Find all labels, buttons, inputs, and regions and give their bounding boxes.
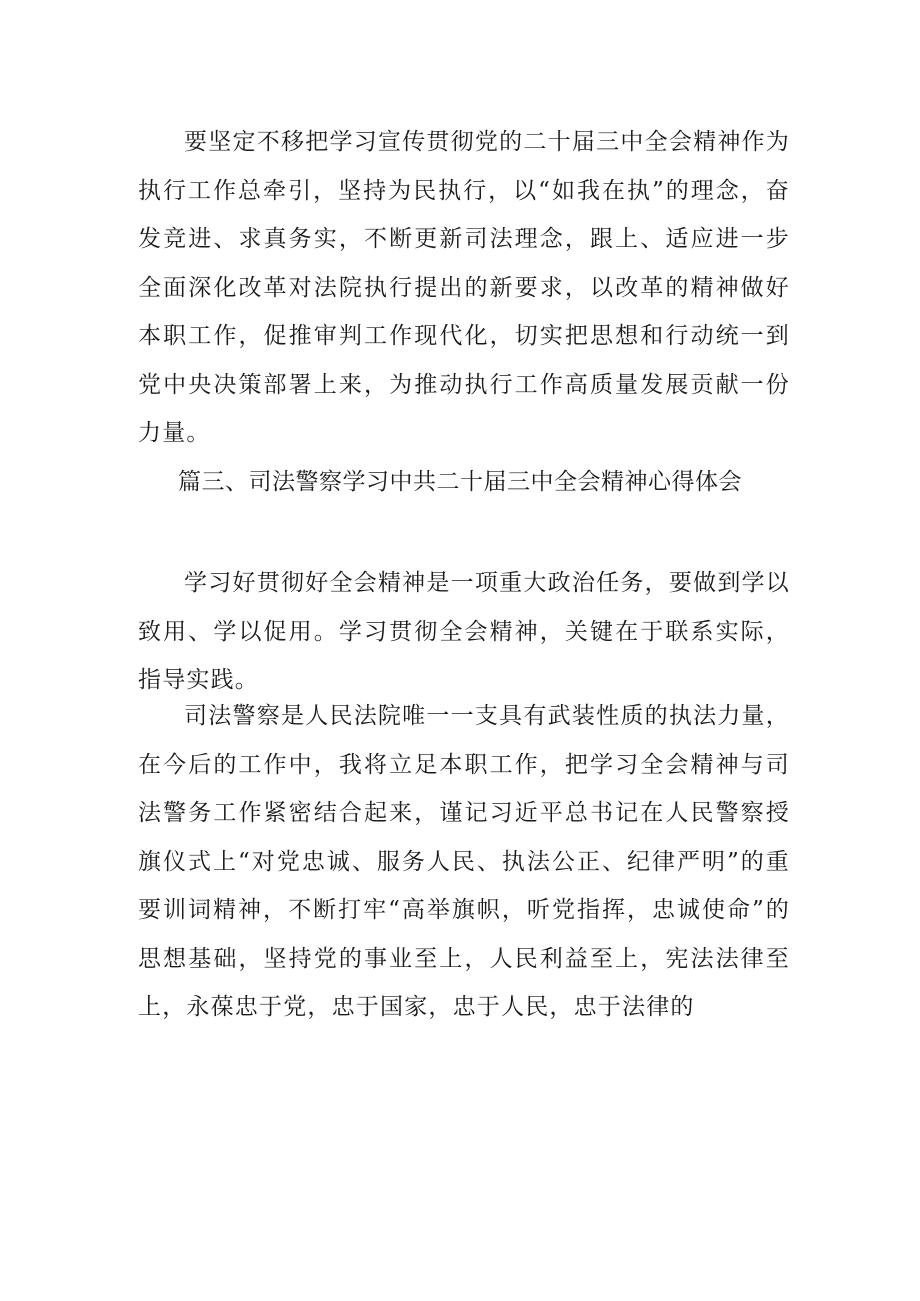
body-paragraph-1: 要坚定不移把学习宣传贯彻党的二十届三中全会精神作为执行工作总牵引，坚持为民执行，以“如我在执”的理念，奋发竞进、求真务实，不断更新司法理念，跟上、适应进一步全面深化改革对法院执行提出的新要求，以改革的精神做好本职工作，促推审判工作现代化，切实把思想和行动统一到党中央决策部署上来，为推动执行工作高质量发展贡献一份力量。 (138, 129, 790, 446)
body-paragraph-3: 司法警察是人民法院唯一一支具有武装性质的执法力量，在今后的工作中，我将立足本职工作，把学习全会精神与司法警务工作紧密结合起来，谨记习近平总书记在人民警察授旗仪式上“对党忠诚、服务人民、执法公正、纪律严明”的重要训词精神，不断打牢“高举旗帜，听党指挥，忠诚使命”的思想基础，坚持党的事业至上，人民利益至上，宪法法律至上，永葆忠于党，忠于国家，忠于人民，忠于法律的 (138, 703, 790, 1020)
body-paragraph-2: 学习好贯彻好全会精神是一项重大政治任务，要做到学以致用、学以促用。学习贯彻全会精神，关键在于联系实际，指导实践。 (138, 570, 790, 693)
section-heading: 篇三、司法警察学习中共二十届三中全会精神心得体会 (178, 469, 742, 495)
